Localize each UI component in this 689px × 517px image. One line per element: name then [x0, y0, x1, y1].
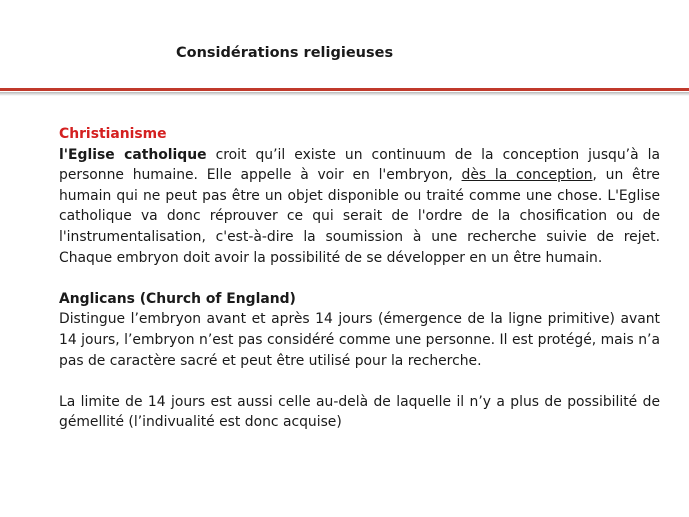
- des-la-conception-phrase: dès la conception: [461, 167, 593, 184]
- anglicans-paragraph: Distingue l’embryon avant et après 14 jours (émergence de la ligne primitive) avant 14 jours, l’embryon n’est pas considéré comme une personne. Il est protégé, mais n’a pas de caractère sacré et peut être utilisé pour la recherche.: [59, 311, 660, 369]
- title-divider-shadow: [0, 92, 689, 96]
- slide-title: Considérations religieuses: [176, 45, 394, 61]
- eglise-catholique-term: l'Eglise catholique: [59, 146, 207, 163]
- spacer: [59, 268, 660, 289]
- christianisme-paragraph: [59, 145, 660, 269]
- anglicans-heading: Anglicans (Church of England): [59, 290, 296, 307]
- slide-content: [59, 124, 660, 433]
- christianisme-text-b: , un être humain qui ne peut pas être un objet disponible ou traité comme une chose. L'Eglise catholique va donc réprouver ce qui serait de l'ordre de la chosification ou de l'instrumentalisation, c'est-à-dire la soumission à une recherche suivie de rejet. Chaque embryon doit avoir la possibilité de se développer en un être humain.: [59, 167, 660, 266]
- limite-paragraph: La limite de 14 jours est aussi celle au-delà de laquelle il n’y a plus de possibilité de gémellité (l’indivualité est donc acquise): [59, 393, 660, 431]
- christianisme-heading: Christianisme: [59, 126, 167, 142]
- title-divider: [0, 88, 689, 91]
- spacer: [59, 371, 660, 392]
- christianisme-text-a: croit qu’il existe un continuum de la conception jusqu’à la personne humaine. Elle appelle à voir en l'embryon,: [59, 146, 661, 184]
